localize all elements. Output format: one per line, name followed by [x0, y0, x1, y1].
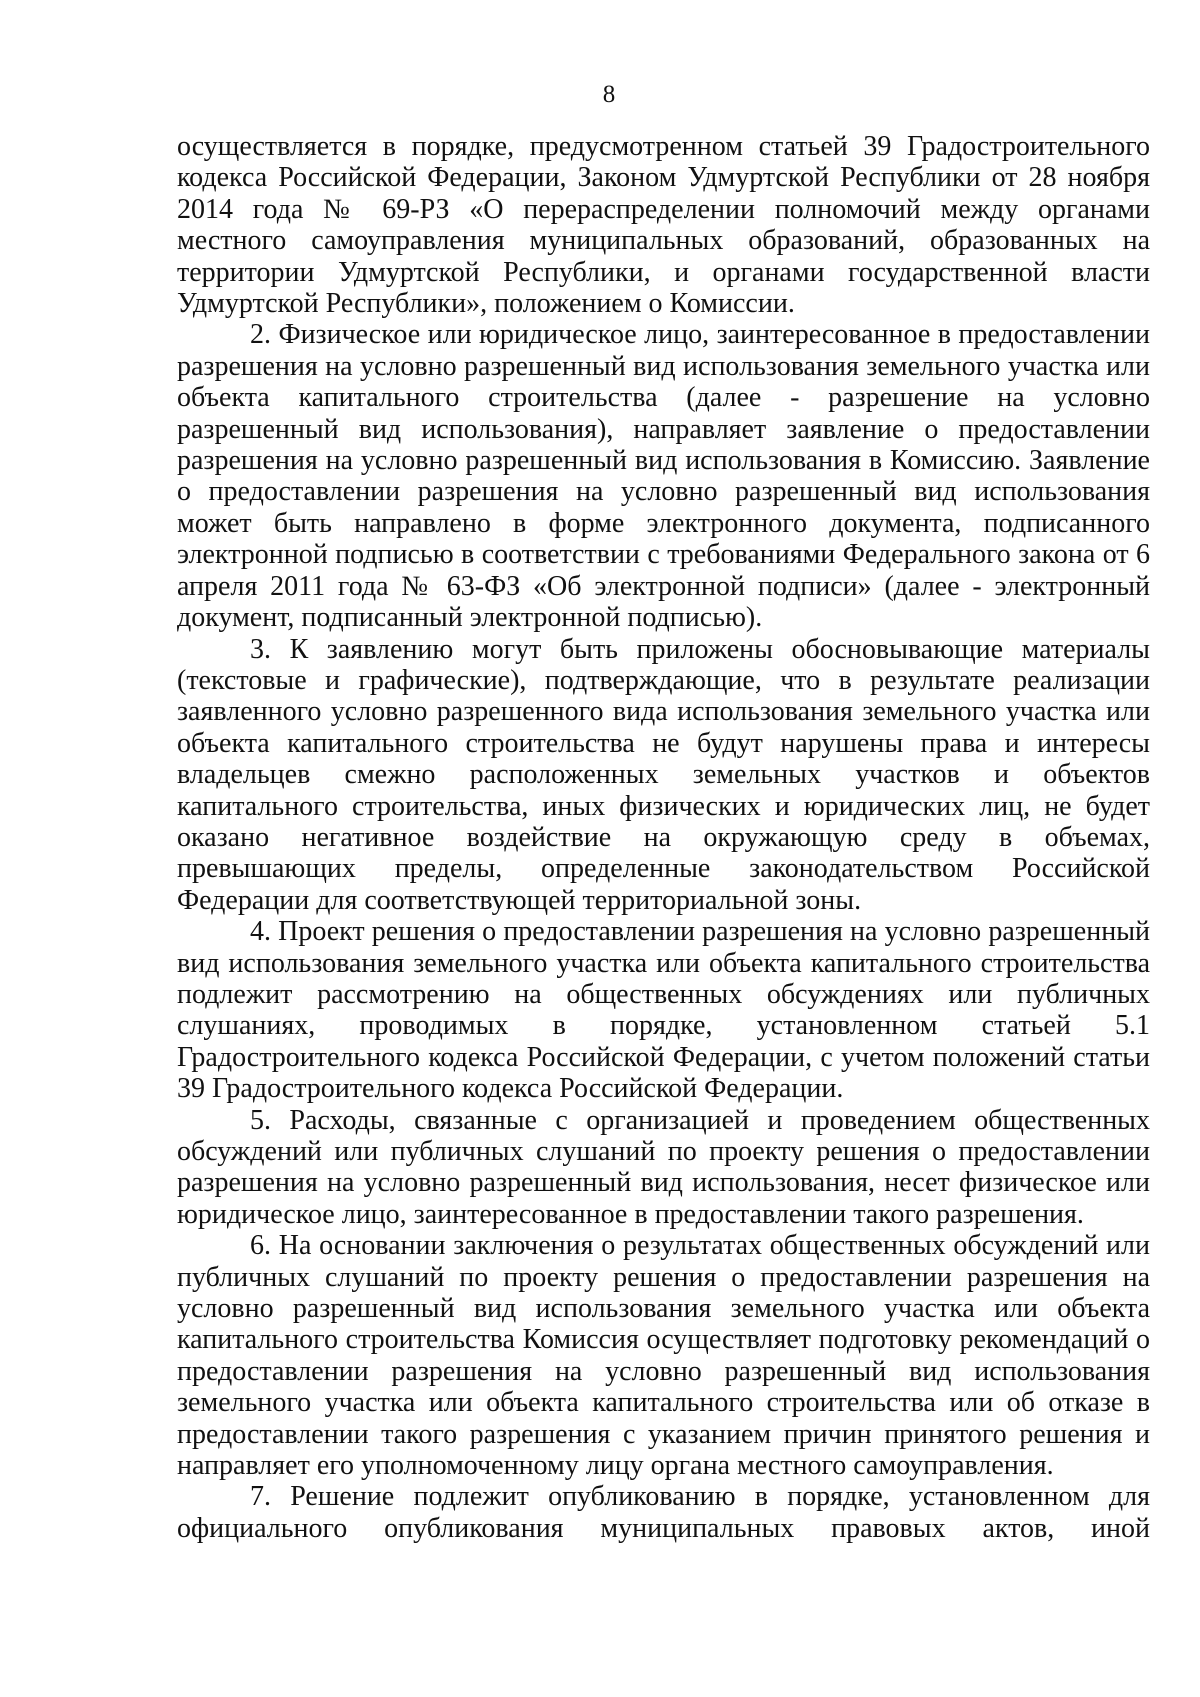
paragraph-continuation: осуществляется в порядке, предусмотренном статьей 39 Градостроительного кодекса Российской Федерации, Законом Удмуртской Республики от 28 ноября 2014 года № 69-РЗ «О перераспределении полномочий между органами местного самоуправления муниципальных образований, образованных на территории Удмуртской Республики, и органами государственной власти Удмуртской Республики», положением о Комиссии. [177, 131, 1150, 320]
paragraph-item-3: 3. К заявлению могут быть приложены обосновывающие материалы (текстовые и графические), подтверждающие, что в результате реализации заявленного условно разрешенного вида использования земельного участка или объекта капитального строительства не будут нарушены права и интересы владельцев смежно расположенных земельных участков и объектов капитального строительства, иных физических и юридических лиц, не будет оказано негативное воздействие на окружающую среду в объемах, превышающих пределы, определенные законодательством Российской Федерации для соответствующей территориальной зоны. [177, 633, 1150, 916]
page-number: 8 [602, 81, 616, 108]
paragraph-item-5: 5. Расходы, связанные с организацией и проведением общественных обсуждений или публичных слушаний по проекту решения о предоставлении разрешения на условно разрешенный вид использования, несет физическое или юридическое лицо, заинтересованное в предоставлении такого разрешения. [177, 1104, 1150, 1230]
paragraph-item-6: 6. На основании заключения о результатах общественных обсуждений или публичных слушаний по проекту решения о предоставлении разрешения на условно разрешенный вид использования земельного участка или объекта капитального строительства Комиссия осуществляет подготовку рекомендаций о предоставлении разрешения на условно разрешенный вид использования земельного участка или объекта капитального строительства или об отказе в предоставлении такого разрешения с указанием причин принятого решения и направляет его уполномоченному лицу органа местного самоуправления. [177, 1230, 1150, 1482]
paragraph-item-7: 7. Решение подлежит опубликованию в порядке, установленном для официального опубликования муниципальных правовых актов, иной [177, 1481, 1150, 1544]
document-body [177, 131, 1150, 1544]
paragraph-item-4: 4. Проект решения о предоставлении разрешения на условно разрешенный вид использования земельного участка или объекта капитального строительства подлежит рассмотрению на общественных обсуждениях или публичных слушаниях, проводимых в порядке, установленном статьей 5.1 Градостроительного кодекса Российской Федерации, с учетом положений статьи 39 Градостроительного кодекса Российской Федерации. [177, 916, 1150, 1105]
paragraph-item-2: 2. Физическое или юридическое лицо, заинтересованное в предоставлении разрешения на условно разрешенный вид использования земельного участка или объекта капитального строительства (далее - разрешение на условно разрешенный вид использования), направляет заявление о предоставлении разрешения на условно разрешенный вид использования в Комиссию. Заявление о предоставлении разрешения на условно разрешенный вид использования может быть направлено в форме электронного документа, подписанного электронной подписью в соответствии с требованиями Федерального закона от 6 апреля 2011 года № 63-ФЗ «Об электронной подписи» (далее - электронный документ, подписанный электронной подписью). [177, 319, 1150, 634]
